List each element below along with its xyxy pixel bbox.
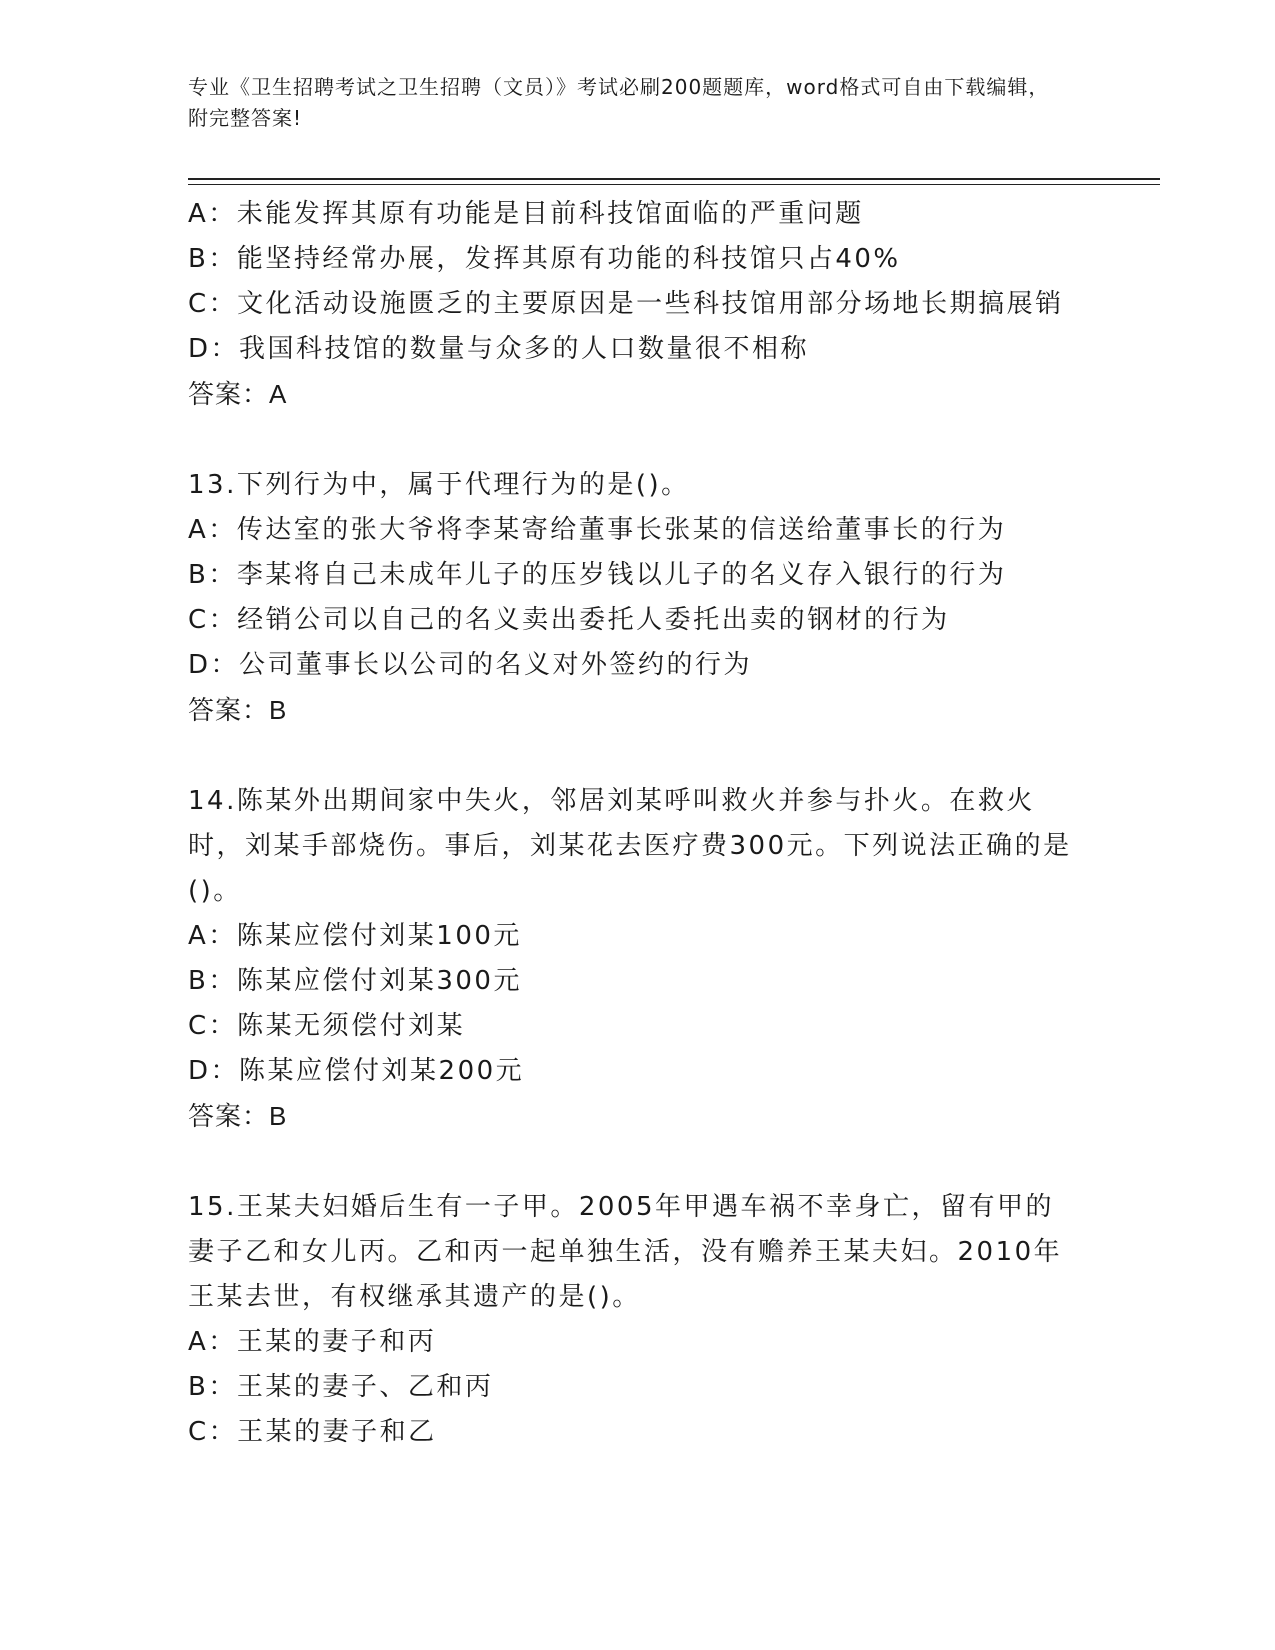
option-c: C：文化活动设施匮乏的主要原因是一些科技馆用部分场地长期搞展销	[188, 289, 1064, 319]
question-block-14	[188, 779, 1088, 1139]
answer-label: 答案：A	[188, 379, 288, 409]
option-a: A：陈某应偿付刘某100元	[188, 921, 522, 951]
option-b: B：李某将自己未成年儿子的压岁钱以儿子的名义存入银行的行为	[188, 560, 1007, 590]
option-c: C：陈某无须偿付刘某	[188, 1011, 466, 1041]
question-block-12	[188, 192, 1088, 417]
option-a: A：王某的妻子和丙	[188, 1327, 437, 1357]
answer-label: 答案：B	[188, 1101, 288, 1131]
question-block-13	[188, 463, 1088, 733]
question-text: 14.陈某外出期间家中失火，邻居刘某呼叫救火并参与扑火。在救火时，刘某手部烧伤。事后，刘某花去医疗费300元。下列说法正确的是()。	[188, 786, 1072, 906]
spacer	[188, 417, 1088, 463]
spacer	[188, 733, 1088, 779]
option-a: A：传达室的张大爷将李某寄给董事长张某的信送给董事长的行为	[188, 515, 1007, 545]
option-d: D：我国科技馆的数量与众多的人口数量很不相称	[188, 334, 810, 364]
option-c: C：经销公司以自己的名义卖出委托人委托出卖的钢材的行为	[188, 605, 950, 635]
option-d: D：陈某应偿付刘某200元	[188, 1056, 525, 1086]
answer-label: 答案：B	[188, 695, 288, 725]
question-block-15	[188, 1185, 1088, 1455]
question-content	[188, 192, 1088, 1455]
option-b: B：能坚持经常办展，发挥其原有功能的科技馆只占40%	[188, 244, 901, 274]
question-text: 15.王某夫妇婚后生有一子甲。2005年甲遇车祸不幸身亡，留有甲的妻子乙和女儿丙。乙和丙一起单独生活，没有赡养王某夫妇。2010年王某去世，有权继承其遗产的是()。	[188, 1192, 1063, 1312]
option-c: C：王某的妻子和乙	[188, 1417, 437, 1447]
header-divider-thin	[188, 184, 1160, 185]
option-a: A：未能发挥其原有功能是目前科技馆面临的严重问题	[188, 199, 864, 229]
question-text: 13.下列行为中，属于代理行为的是()。	[188, 470, 690, 500]
header-divider-thick	[188, 178, 1160, 180]
option-d: D：公司董事长以公司的名义对外签约的行为	[188, 650, 753, 680]
option-b: B：陈某应偿付刘某300元	[188, 966, 522, 996]
option-b: B：王某的妻子、乙和丙	[188, 1372, 494, 1402]
spacer	[188, 1139, 1088, 1185]
page-header: 专业《卫生招聘考试之卫生招聘（文员）》考试必刷200题题库，word格式可自由下载编辑，附完整答案!	[188, 75, 1050, 130]
